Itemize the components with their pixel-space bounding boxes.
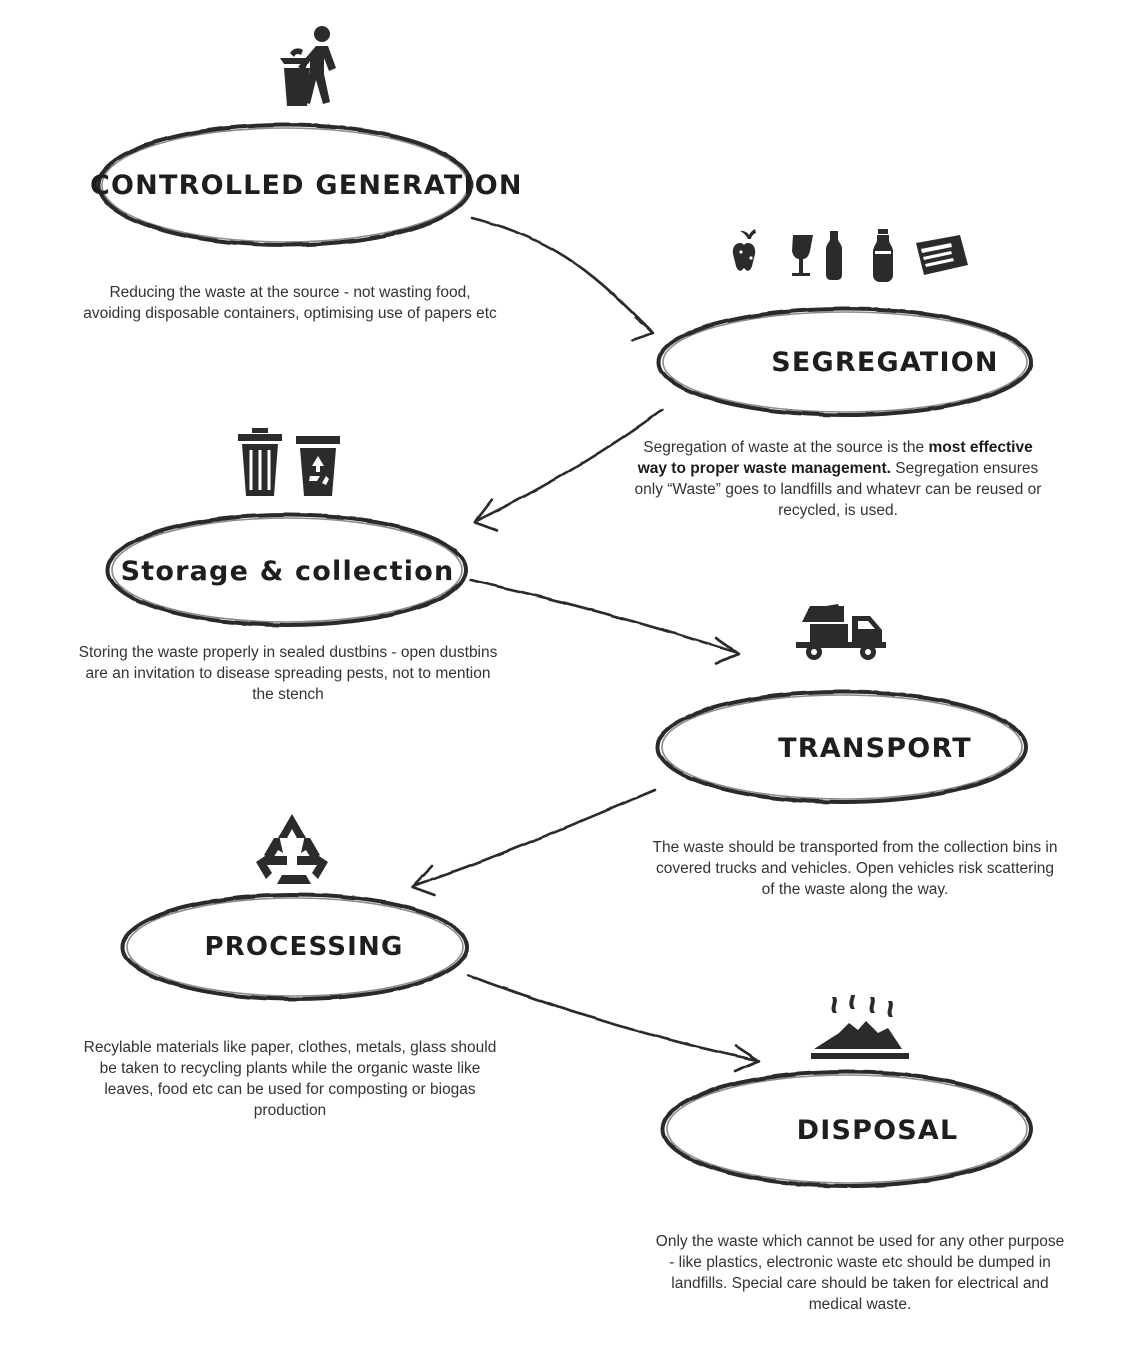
waste-types-icon [718, 225, 968, 287]
person-throwing-trash-icon [262, 22, 354, 114]
node-label-processing: PROCESSING [204, 932, 404, 962]
node-label-storage-collection: Storage & collection [120, 556, 455, 587]
node-processing[interactable] [115, 888, 475, 1006]
arrow-storage-to-transport [470, 580, 739, 663]
description-controlled-generation: Reducing the waste at the source - not wasting food, avoiding disposable containers, optimising use of papers etc [83, 284, 497, 322]
node-disposal[interactable] [655, 1065, 1040, 1193]
node-storage-collection[interactable] [100, 508, 475, 633]
node-label-controlled-generation: CONTROLLED GENERATION [90, 170, 523, 201]
description-transport: The waste should be transported from the collection bins in covered trucks and vehicles. Open vehicles risk scattering of the waste along the way. [652, 839, 1058, 898]
arrow-processing-to-disposal [468, 975, 759, 1071]
description-storage-collection: Storing the waste properly in sealed dustbins - open dustbins are an invitation to disease spreading pests, not to mention the stench [78, 644, 498, 703]
description-segregation-part1: Segregation of waste at the source is the [643, 439, 929, 456]
dustbin-recycle-bin-icon [230, 428, 350, 498]
node-label-disposal: DISPOSAL [796, 1115, 959, 1146]
landfill-smoke-icon [805, 995, 915, 1063]
node-label-transport: TRANSPORT [778, 733, 972, 764]
description-disposal: Only the waste which cannot be used for any other purpose - like plastics, electronic waste etc should be dumped in landfills. Special care should be taken for electrical and medical waste. [655, 1233, 1065, 1313]
garbage-truck-icon [790, 600, 900, 662]
arrow-transport-to-processing [412, 790, 655, 895]
description-segregation-bold: most effective way to proper waste management. [637, 439, 1033, 477]
description-segregation [628, 438, 1048, 522]
description-processing: Recylable materials like paper, clothes, metals, glass should be taken to recycling plants while the organic waste like leaves, food etc can be used for composting or biogas production [83, 1039, 497, 1119]
node-transport[interactable] [650, 685, 1035, 810]
node-label-segregation: SEGREGATION [771, 347, 999, 378]
node-segregation[interactable] [650, 302, 1040, 422]
node-controlled-generation[interactable] [90, 118, 523, 253]
recycle-symbol-icon [250, 810, 334, 894]
description-segregation-part2: Segregation ensures only “Waste” goes to landfills and whatevr can be reused or recycled, is used. [634, 459, 1042, 519]
